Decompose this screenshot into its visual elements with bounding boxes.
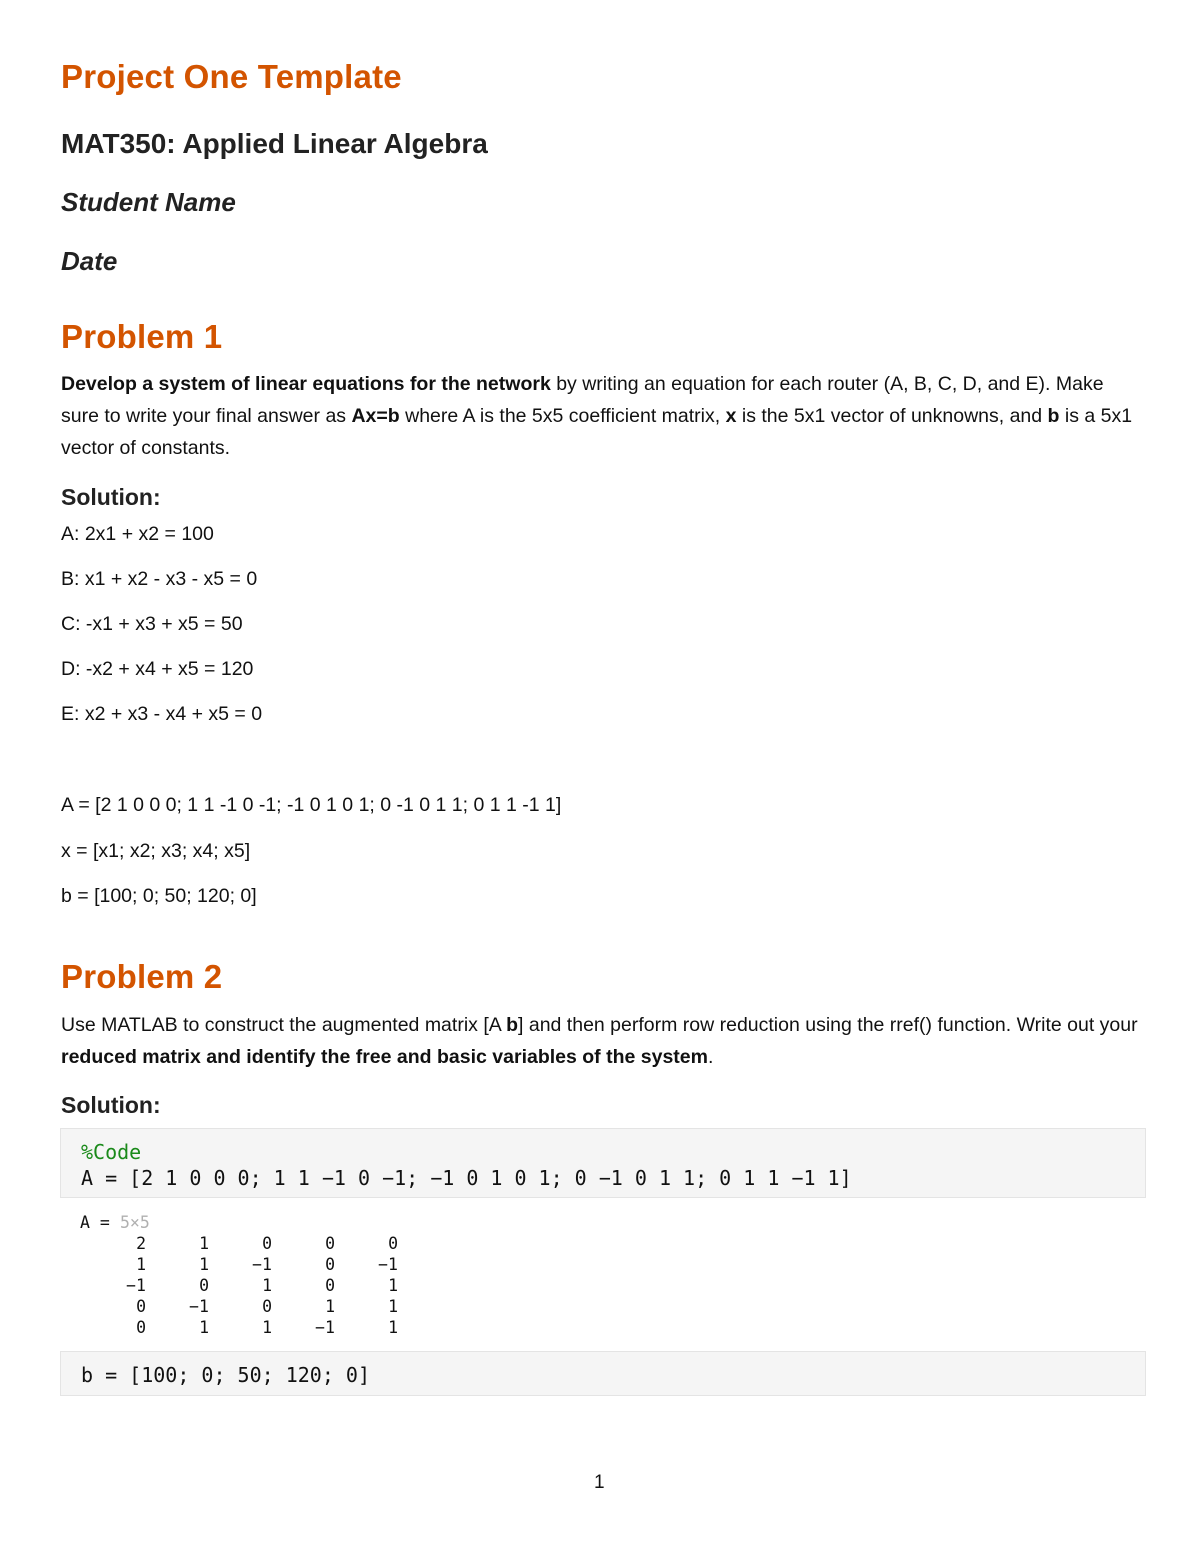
matrix-cell: 0 [262,1234,272,1253]
problem-1-prompt [61,368,1141,464]
output-label: A = [80,1213,120,1232]
problem-1-prompt-bold: Develop a system of linear equations for the network [61,373,551,395]
equation-router-c: C: -x1 + x3 + x5 = 50 [61,613,243,635]
matrix-a-output [80,1213,480,1343]
problem-1-prompt-text: is the 5x1 vector of unknowns, and [736,405,1048,427]
document-title: Project One Template [61,58,402,95]
output-size: 5×5 [120,1213,150,1232]
code-line-matrix-a: A = [2 1 0 0 0; 1 1 −1 0 −1; −1 0 1 0 1; 0 −1 0 1 1; 0 1 1 −1 1] [81,1166,852,1190]
matrix-cell: 0 [325,1234,335,1253]
code-line-vector-b: b = [100; 0; 50; 120; 0] [81,1363,370,1387]
matrix-cell: 1 [262,1318,272,1337]
problem-2-prompt-text: Use MATLAB to construct the augmented matrix [A [61,1014,507,1036]
matrix-cell: 0 [136,1318,146,1337]
course-title: MAT350: Applied Linear Algebra [61,128,488,159]
problem-1-heading: Problem 1 [61,318,223,355]
matrix-cell: 1 [199,1234,209,1253]
matrix-cell: 0 [325,1255,335,1274]
matrix-a-definition: A = [2 1 0 0 0; 1 1 -1 0 -1; -1 0 1 0 1; 0 -1 0 1 1; 0 1 1 -1 1] [61,794,562,816]
matrix-cell: −1 [315,1318,335,1337]
matrix-cell: 1 [388,1297,398,1316]
problem-2-prompt-text: ] and then perform row reduction using the rref() function. Write out your [518,1014,1138,1036]
matrix-cell: 2 [136,1234,146,1253]
matrix-cell: 1 [325,1297,335,1316]
vector-b-definition: b = [100; 0; 50; 120; 0] [61,885,257,907]
b-bold: b [506,1014,519,1036]
matrix-cell: 1 [262,1276,272,1295]
matrix-cell: 1 [136,1255,146,1274]
vector-x-definition: x = [x1; x2; x3; x4; x5] [61,840,251,862]
matrix-cell: 1 [199,1255,209,1274]
matrix-cell: 1 [388,1276,398,1295]
x-bold: x [725,405,737,427]
problem-2-prompt-bold: reduced matrix and identify the free and basic variables of the system [61,1046,708,1068]
problem-1-prompt-text: where A is the 5x5 coefficient matrix, [399,405,726,427]
equation-router-e: E: x2 + x3 - x4 + x5 = 0 [61,703,263,725]
problem-2-heading: Problem 2 [61,958,223,995]
date-label: Date [61,246,118,276]
equation-router-a: A: 2x1 + x2 = 100 [61,523,214,545]
code-comment: %Code [81,1140,142,1164]
matrix-cell: −1 [189,1297,209,1316]
matrix-cell: −1 [378,1255,398,1274]
matrix-cell: 0 [388,1234,398,1253]
matrix-cell: 0 [262,1297,272,1316]
code-cell-vector-b[interactable] [60,1351,1146,1396]
axb-bold: Ax=b [351,405,400,427]
problem-2-prompt-text: . [707,1046,714,1068]
problem-1-prompt-text: is a 5x1 vector of constants. [61,405,1133,459]
code-cell-matrix-a[interactable] [60,1128,1146,1198]
problem-2-prompt [61,1009,1141,1073]
matrix-cell: −1 [126,1276,146,1295]
equation-router-b: B: x1 + x2 - x3 - x5 = 0 [61,568,258,590]
page-number: 1 [594,1472,605,1493]
matrix-cell: 0 [199,1276,209,1295]
matrix-cell: 0 [136,1297,146,1316]
b-bold: b [1047,405,1060,427]
matrix-cell: 0 [325,1276,335,1295]
problem-1-solution-label: Solution: [61,484,161,510]
problem-2-solution-label: Solution: [61,1092,161,1118]
problem-1-prompt-text: by writing an equation for each router (A, B, C, D, and E). Make sure to write your final answer as [61,373,1104,427]
student-name: Student Name [61,187,236,217]
equation-router-d: D: -x2 + x4 + x5 = 120 [61,658,254,680]
matrix-cell: 1 [388,1318,398,1337]
matrix-cell: −1 [252,1255,272,1274]
matrix-cell: 1 [199,1318,209,1337]
